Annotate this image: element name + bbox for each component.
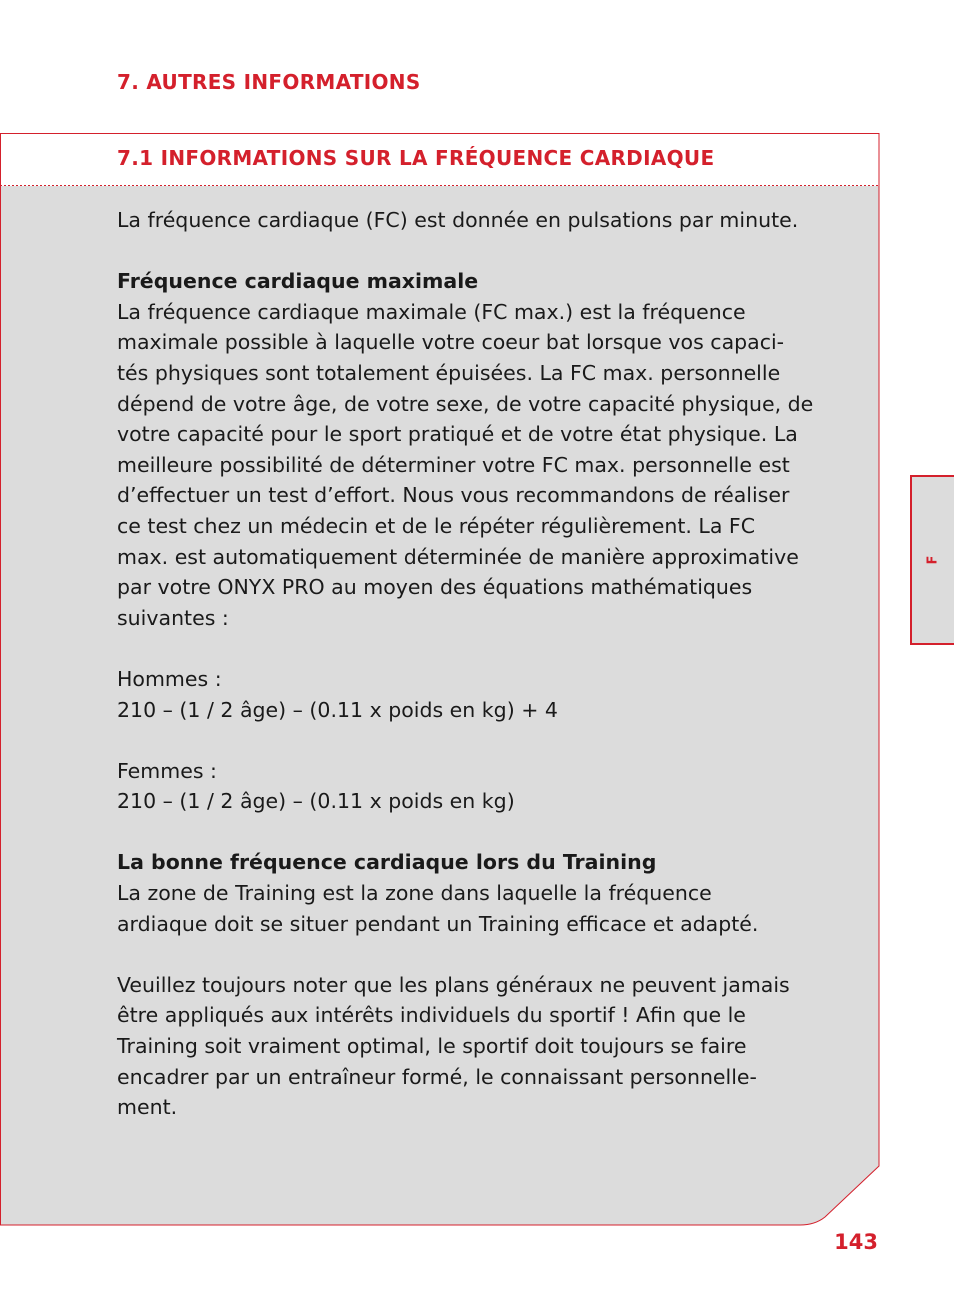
body-text — [117, 205, 837, 1123]
section-title: 7.1 INFORMATIONS SUR LA FRÉQUENCE CARDIAQUE — [117, 146, 715, 170]
fcmax-line: La fréquence cardiaque maximale (FC max.) est la fréquence — [117, 299, 746, 324]
women-label: Femmes : — [117, 758, 217, 783]
fcmax-line: suivantes : — [117, 605, 229, 630]
fcmax-line: par votre ONYX PRO au moyen des équations mathématiques — [117, 575, 753, 600]
note-line: être appliqués aux intérêts individuels du sportif ! Afin que le — [117, 1003, 746, 1028]
men-label: Hommes : — [117, 666, 222, 691]
fcmax-line: max. est automatiquement déterminée de manière approximative — [117, 544, 799, 569]
intro-paragraph: La fréquence cardiaque (FC) est donnée en pulsations par minute. — [117, 208, 799, 232]
note-line: Training soit vraiment optimal, le sportif doit toujours se faire — [117, 1034, 747, 1059]
fcmax-line: meilleure possibilité de déterminer votre FC max. personnelle est — [117, 452, 790, 477]
note-line: Veuillez toujours noter que les plans généraux ne peuvent jamais — [117, 972, 790, 997]
training-heading: La bonne fréquence cardiaque lors du Training — [117, 850, 657, 875]
fcmax-line: tés physiques sont totalement épuisées. La FC max. personnelle — [117, 360, 781, 385]
fcmax-line: maximale possible à laquelle votre coeur bat lorsque vos capaci- — [117, 330, 785, 355]
training-line: ardiaque doit se situer pendant un Training efficace et adapté. — [117, 911, 759, 936]
language-side-tab — [910, 475, 954, 645]
note-line: ment. — [117, 1095, 178, 1120]
note-line: encadrer par un entraîneur formé, le connaissant personnelle- — [117, 1064, 757, 1089]
fcmax-line: votre capacité pour le sport pratiqué et de votre état physique. La — [117, 422, 798, 447]
women-formula: 210 – (1 / 2 âge) – (0.11 x poids en kg) — [117, 789, 515, 814]
fcmax-line: dépend de votre âge, de votre sexe, de votre capacité physique, de — [117, 391, 814, 416]
chapter-title: 7. AUTRES INFORMATIONS — [117, 70, 421, 94]
men-formula: 210 – (1 / 2 âge) – (0.11 x poids en kg) + 4 — [117, 697, 558, 722]
training-line: La zone de Training est la zone dans laquelle la fréquence — [117, 881, 712, 906]
fcmax-line: ce test chez un médecin et de le répéter régulièrement. La FC — [117, 513, 756, 538]
fcmax-line: d’effectuer un test d’effort. Nous vous recommandons de réaliser — [117, 483, 790, 508]
language-tab-letter: F — [925, 555, 941, 565]
page-number: 143 — [834, 1230, 878, 1254]
fcmax-heading: Fréquence cardiaque maximale — [117, 269, 479, 294]
